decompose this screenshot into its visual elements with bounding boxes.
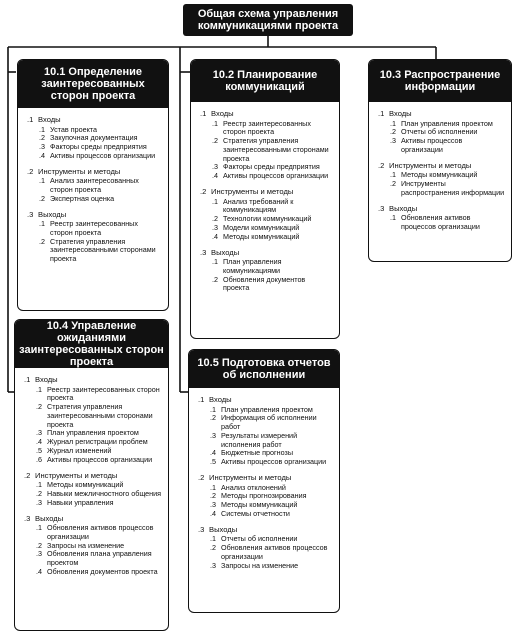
item-text: Обновления документов проекта — [47, 567, 158, 577]
item-index: .2 — [390, 127, 396, 137]
process-10-2-card — [190, 59, 340, 339]
item-text: План управления проектом — [221, 404, 313, 414]
item-index: .2 — [390, 178, 396, 188]
section-title: Входы — [35, 375, 58, 384]
item-index: .2 — [212, 136, 218, 146]
process-10-1-card — [17, 59, 169, 311]
item-index: .2 — [36, 488, 42, 498]
item-text: Бюджетные прогнозы — [221, 448, 293, 458]
section-title: Инструменты и методы — [209, 473, 292, 483]
item-text: Закупочная документация — [50, 133, 138, 143]
item-text: План управления проектом — [47, 428, 139, 438]
item-index: .2 — [210, 543, 216, 553]
item-index: .1 — [36, 523, 42, 533]
section-title: Входы — [389, 109, 412, 118]
item-text: Журнал регистрации проблем — [47, 437, 148, 447]
item-text: Журнал изменений — [47, 446, 112, 456]
item-index: .4 — [210, 508, 216, 518]
list-item — [378, 214, 505, 232]
process-10-4-card — [14, 319, 169, 631]
list-item — [24, 386, 162, 404]
section-number: .1 — [27, 115, 34, 124]
inputs-section — [378, 109, 505, 155]
item-index: .2 — [212, 214, 218, 224]
item-index: .3 — [36, 497, 42, 507]
item-index: .2 — [39, 133, 45, 143]
section-title: Выходы — [35, 513, 64, 523]
item-index: .4 — [39, 150, 45, 160]
process-10-4-title: 10.4 Управление ожиданиями заинтересованных сторон проекта — [15, 320, 168, 368]
process-10-5-card — [188, 349, 340, 613]
item-index: .1 — [39, 219, 45, 229]
item-index: .3 — [212, 162, 218, 172]
item-text: Обновления активов процессов организации — [221, 543, 328, 561]
item-index: .2 — [36, 540, 42, 550]
item-text: Системы отчетности — [221, 508, 290, 518]
section-title: Выходы — [38, 209, 67, 219]
item-text: Технологии коммуникаций — [223, 214, 312, 224]
item-index: .1 — [210, 482, 216, 492]
section-number: .2 — [198, 473, 205, 483]
inputs-section — [27, 115, 162, 161]
item-text: Активы процессов организации — [401, 136, 463, 154]
section-title: Входы — [211, 109, 234, 118]
outputs-section — [24, 514, 162, 577]
list-item — [27, 195, 162, 204]
item-text: Реестр заинтересованных сторон проекта — [50, 219, 138, 237]
list-item — [200, 137, 333, 163]
list-item — [378, 137, 505, 155]
item-index: .3 — [36, 549, 42, 559]
item-text: Обновления плана управления проектом — [47, 549, 152, 568]
list-item — [27, 177, 162, 195]
list-item — [198, 562, 333, 571]
item-text: Экспертная оценка — [50, 193, 115, 203]
item-text: Анализ отклонений — [221, 482, 286, 492]
section-number: .1 — [198, 395, 205, 404]
list-item — [24, 499, 162, 508]
item-index: .1 — [210, 404, 216, 414]
item-text: Обновления документов проекта — [223, 274, 306, 293]
list-item — [198, 414, 333, 432]
item-text: Стратегия управления заинтересованными сторонами проекта — [50, 236, 156, 264]
item-text: Инструменты распространения информации — [401, 178, 505, 197]
outputs-section — [378, 204, 505, 232]
item-text: Устав проекта — [50, 124, 98, 134]
process-10-5-title: 10.5 Подготовка отчетов об исполнении — [189, 350, 339, 388]
section-number: .2 — [24, 470, 31, 480]
list-item — [24, 568, 162, 577]
inputs-section — [198, 395, 333, 467]
tools-section — [198, 473, 333, 519]
item-index: .1 — [210, 534, 216, 544]
list-item — [24, 403, 162, 429]
process-10-3-title: 10.3 Распространение информации — [369, 60, 511, 102]
section-number: .1 — [200, 109, 207, 118]
item-index: .1 — [212, 196, 218, 206]
section-number: .3 — [200, 247, 207, 257]
item-text: Результаты измерений исполнения работ — [221, 430, 298, 449]
list-item — [200, 172, 333, 181]
item-text: Методы коммуникаций — [401, 170, 478, 180]
item-index: .2 — [39, 236, 45, 246]
section-title: Выходы — [211, 247, 240, 257]
item-index: .3 — [36, 428, 42, 438]
list-item — [27, 238, 162, 264]
item-index: .4 — [210, 448, 216, 458]
list-item — [200, 258, 333, 276]
item-text: Модели коммуникаций — [223, 222, 300, 232]
tools-section — [200, 187, 333, 241]
list-item — [200, 120, 333, 138]
item-text: Реестр заинтересованных сторон проекта — [47, 384, 160, 403]
item-index: .5 — [36, 446, 42, 456]
item-text: Методы коммуникаций — [47, 480, 124, 490]
item-index: .1 — [390, 213, 396, 223]
item-text: Активы процессов организации — [221, 457, 327, 467]
item-text: Активы процессов организации — [47, 454, 153, 464]
item-text: Запросы на изменение — [221, 560, 299, 570]
tools-section — [24, 471, 162, 508]
item-text: Стратегия управления заинтересованными сторонами проекта — [223, 136, 329, 163]
item-index: .3 — [390, 136, 396, 146]
item-index: .2 — [36, 402, 42, 412]
item-index: .1 — [390, 170, 396, 180]
tools-section — [27, 167, 162, 204]
process-10-2-title: 10.2 Планирование коммуникаций — [191, 60, 339, 102]
item-text: Методы коммуникаций — [223, 231, 300, 241]
item-text: План управления проектом — [401, 118, 493, 128]
item-text: План управления коммуникациями — [223, 257, 282, 275]
list-item — [198, 432, 333, 450]
section-number: .3 — [27, 209, 34, 219]
item-index: .3 — [210, 430, 216, 440]
item-text: Факторы среды предприятия — [223, 162, 320, 172]
item-text: Реестр заинтересованных сторон проекта — [223, 118, 311, 137]
section-number: .3 — [24, 513, 31, 523]
section-title: Выходы — [389, 203, 418, 213]
section-number: .1 — [378, 109, 385, 118]
item-index: .1 — [39, 176, 45, 186]
item-index: .1 — [39, 124, 45, 134]
list-item — [200, 198, 333, 216]
item-text: Анализ заинтересованных сторон проекта — [50, 176, 139, 194]
item-index: .2 — [39, 193, 45, 203]
section-number: .1 — [24, 375, 31, 384]
item-text: Факторы среды предприятия — [50, 142, 147, 152]
list-item — [24, 550, 162, 568]
item-index: .3 — [210, 500, 216, 510]
item-index: .4 — [212, 231, 218, 241]
outputs-section — [198, 525, 333, 571]
section-title: Инструменты и методы — [211, 187, 294, 197]
process-10-1-title: 10.1 Определение заинтересованных сторон проекта — [18, 60, 168, 108]
list-item — [198, 458, 333, 467]
item-index: .4 — [36, 567, 42, 577]
item-index: .1 — [390, 118, 396, 128]
outputs-section — [200, 248, 333, 294]
item-index: .1 — [36, 480, 42, 490]
list-item — [27, 220, 162, 238]
list-item — [27, 152, 162, 161]
inputs-section — [200, 109, 333, 181]
process-10-3-card — [368, 59, 512, 262]
item-text: Навыки межличностного общения — [47, 488, 162, 498]
item-index: .1 — [36, 384, 42, 394]
root-node — [183, 4, 353, 36]
section-number: .2 — [27, 166, 34, 176]
item-index: .3 — [212, 222, 218, 232]
section-number: .2 — [200, 187, 207, 197]
item-text: Методы прогнозирования — [221, 491, 307, 501]
item-text: Запросы на изменение — [47, 540, 125, 550]
section-number: .2 — [378, 160, 385, 170]
item-text: Обновления активов процессов организации — [401, 213, 480, 231]
item-index: .2 — [210, 491, 216, 501]
item-index: .2 — [212, 274, 218, 284]
item-text: Активы процессов организации — [223, 171, 329, 181]
section-number: .3 — [378, 203, 385, 213]
section-title: Входы — [38, 115, 61, 124]
item-text: Методы коммуникаций — [221, 500, 298, 510]
item-index: .1 — [212, 257, 218, 267]
item-index: .2 — [210, 413, 216, 423]
section-number: .3 — [198, 524, 205, 534]
section-title: Инструменты и методы — [35, 470, 118, 480]
list-item — [24, 456, 162, 465]
item-index: .3 — [210, 560, 216, 570]
item-index: .4 — [36, 437, 42, 447]
outputs-section — [27, 210, 162, 264]
list-item — [200, 276, 333, 294]
item-text: Обновления активов процессов организации — [47, 523, 154, 541]
item-text: Стратегия управления заинтересованными сторонами проекта — [47, 402, 153, 429]
section-title: Выходы — [209, 524, 238, 534]
tools-section — [378, 161, 505, 198]
item-index: .4 — [212, 171, 218, 181]
item-index: .3 — [39, 142, 45, 152]
list-item — [24, 524, 162, 542]
item-text: Навыки управления — [47, 497, 114, 507]
item-text: Активы процессов организации — [50, 150, 156, 160]
item-text: Отчеты об исполнении — [401, 127, 478, 137]
section-title: Инструменты и методы — [38, 166, 121, 176]
item-index: .1 — [212, 118, 218, 128]
item-index: .6 — [36, 454, 42, 464]
section-title: Входы — [209, 395, 232, 404]
list-item — [378, 180, 505, 198]
list-item — [198, 510, 333, 519]
item-text: Анализ требований к коммуникациям — [223, 196, 294, 215]
item-text: Информация об исполнении работ — [221, 413, 317, 432]
item-index: .5 — [210, 457, 216, 467]
list-item — [200, 233, 333, 242]
section-title: Инструменты и методы — [389, 160, 472, 170]
root-title: Общая схема управления коммуникациями проекта — [197, 8, 339, 32]
item-text: Отчеты об исполнении — [221, 534, 298, 544]
inputs-section — [24, 375, 162, 465]
list-item — [198, 544, 333, 562]
